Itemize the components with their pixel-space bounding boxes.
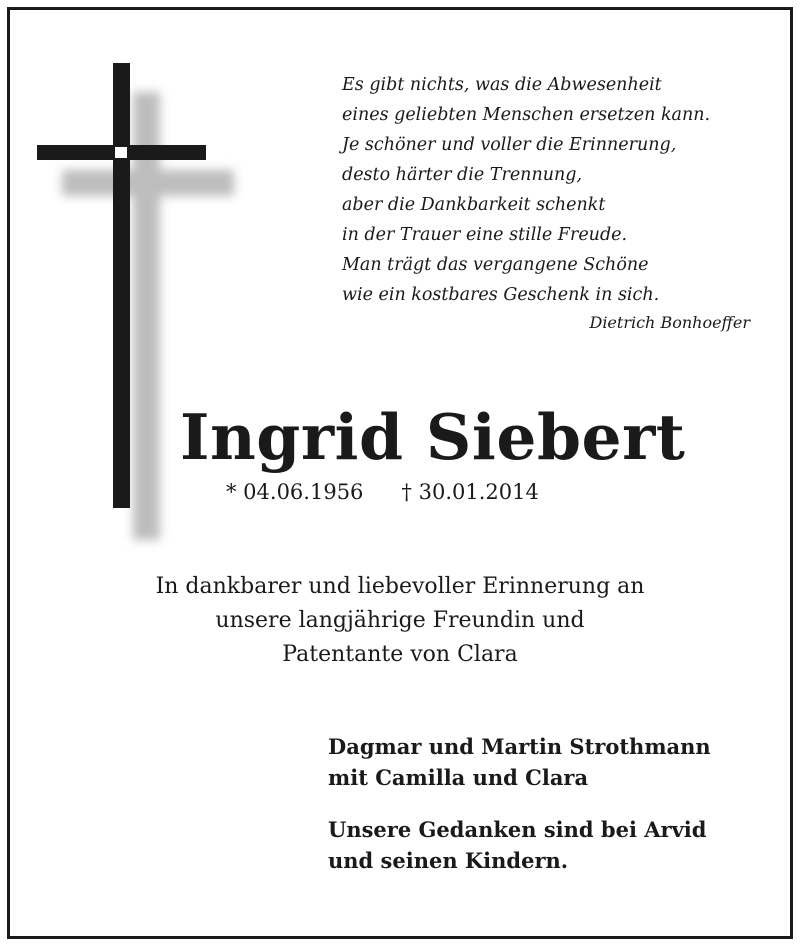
signature-thoughts	[328, 814, 706, 876]
signature-line: mit Camilla und Clara	[328, 765, 589, 790]
signature-line: Dagmar und Martin Strothmann	[328, 734, 711, 759]
memorial-line: Patentante von Clara	[282, 642, 518, 667]
life-dates	[226, 480, 539, 504]
poem-author: Dietrich Bonhoeffer	[589, 313, 750, 332]
birth-date: * 04.06.1956	[226, 480, 364, 504]
poem-line: wie ein kostbares Geschenk in sich.	[342, 285, 660, 305]
poem-line: Man trägt das vergangene Schöne	[342, 255, 649, 275]
poem-line: desto härter die Trennung,	[342, 165, 583, 185]
memorial-text	[0, 570, 800, 672]
memorial-line: In dankbarer und liebevoller Erinnerung an	[155, 574, 645, 599]
poem-line: Es gibt nichts, was die Abwesenheit	[342, 75, 662, 95]
death-date: † 30.01.2014	[401, 480, 539, 504]
poem-line: eines geliebten Menschen ersetzen kann.	[342, 105, 711, 125]
cross-center-highlight	[115, 147, 127, 158]
deceased-name: Ingrid Siebert	[180, 400, 686, 474]
poem-line: Je schöner und voller die Erinnerung,	[342, 135, 677, 155]
cross-shadow-horizontal	[62, 170, 234, 196]
poem-line: in der Trauer eine stille Freude.	[342, 225, 628, 245]
signature-family	[328, 731, 711, 793]
poem-quote	[342, 70, 710, 310]
signature-line: und seinen Kindern.	[328, 848, 569, 873]
memorial-line: unsere langjährige Freundin und	[215, 608, 585, 633]
signature-line: Unsere Gedanken sind bei Arvid	[328, 817, 707, 842]
poem-line: aber die Dankbarkeit schenkt	[342, 195, 606, 215]
cross-vertical-beam	[113, 63, 130, 508]
